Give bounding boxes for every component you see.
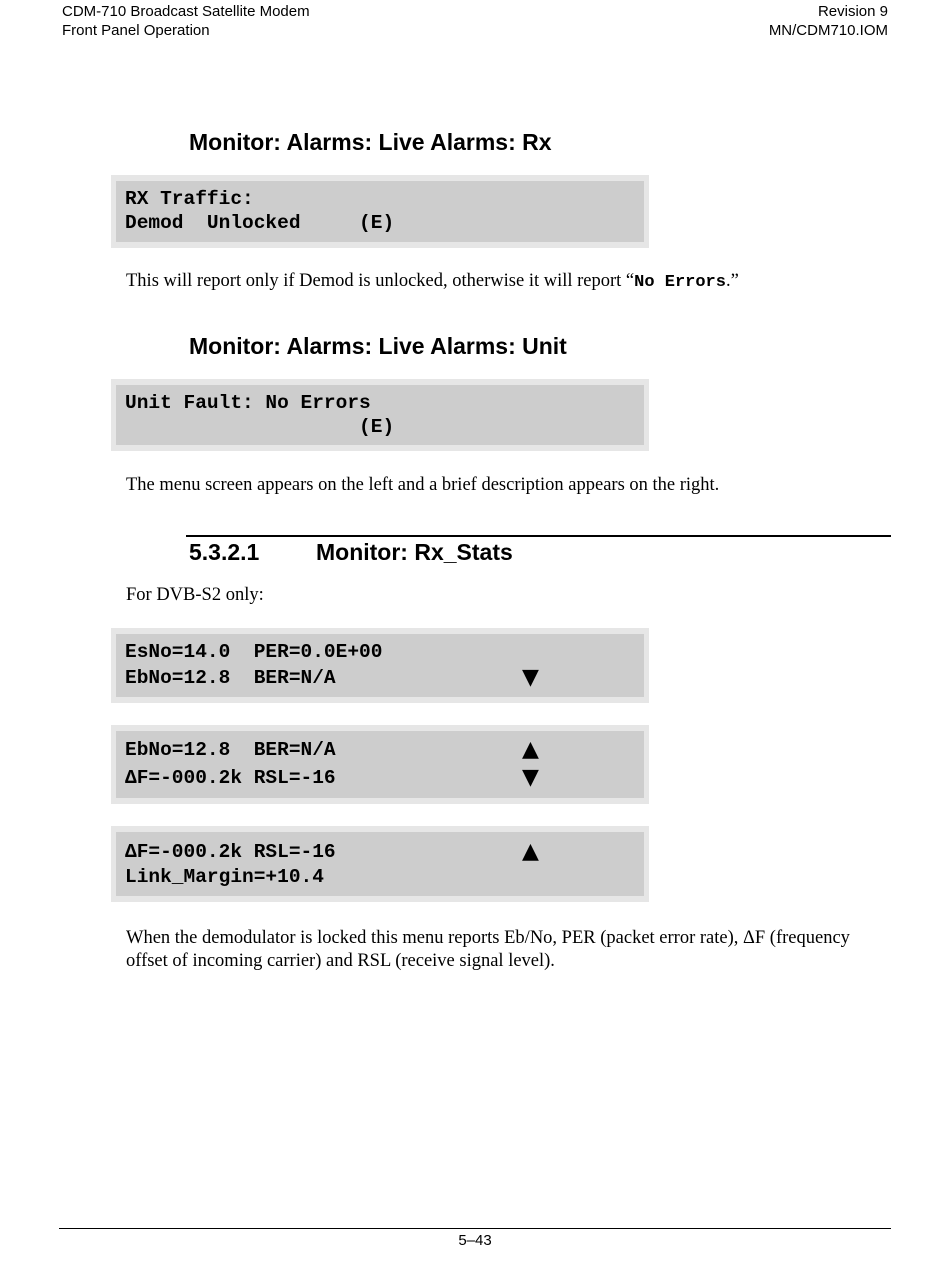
unit-alarms-heading: Monitor: Alarms: Live Alarms: Unit bbox=[189, 333, 567, 359]
lcd-line-2: (E) bbox=[125, 416, 395, 438]
lcd-line-1: Unit Fault: No Errors bbox=[125, 392, 371, 414]
scroll-up-arrow-icon: ▲ bbox=[522, 839, 539, 864]
unit-alarms-description: The menu screen appears on the left and a brief description appears on the right. bbox=[126, 475, 720, 495]
lcd-line-1: ΔF=-000.2k RSL=-16 bbox=[125, 841, 336, 863]
scroll-up-arrow-icon: ▲ bbox=[522, 737, 539, 762]
rx-alarms-lcd-panel bbox=[111, 175, 649, 248]
rx-stats-lcd-panel-2 bbox=[111, 725, 649, 804]
rx-stats-lcd-panel-3 bbox=[111, 826, 649, 902]
lcd-display bbox=[116, 181, 644, 242]
lcd-display bbox=[116, 385, 644, 445]
rx-stats-lcd-panel-1 bbox=[111, 628, 649, 703]
revision-label: Revision 9 bbox=[817, 3, 888, 20]
running-header-left bbox=[62, 2, 310, 40]
lcd-line-2: Link_Margin=+10.4 bbox=[125, 866, 324, 888]
lcd-line-1: RX Traffic: bbox=[125, 188, 254, 210]
section-intro: For DVB-S2 only: bbox=[126, 585, 264, 605]
rx-alarms-heading: Monitor: Alarms: Live Alarms: Rx bbox=[189, 129, 552, 155]
unit-alarms-lcd-panel bbox=[111, 379, 649, 451]
rx-alarms-description: This will report only if Demod is unlocked, otherwise it will report “No Errors.” bbox=[126, 271, 739, 292]
page-number: 5–43 bbox=[458, 1232, 492, 1249]
section-rule bbox=[186, 535, 891, 537]
document-title: CDM-710 Broadcast Satellite Modem bbox=[62, 3, 310, 20]
lcd-line-1: EbNo=12.8 BER=N/A bbox=[125, 739, 336, 761]
lcd-display bbox=[116, 634, 644, 697]
scroll-down-arrow-icon: ▼ bbox=[522, 665, 539, 690]
lcd-display bbox=[116, 731, 644, 798]
chapter-title: Front Panel Operation bbox=[62, 22, 210, 39]
footer-rule bbox=[59, 1228, 891, 1229]
section-title: Monitor: Rx_Stats bbox=[316, 539, 513, 565]
lcd-line-2: ΔF=-000.2k RSL=-16 bbox=[125, 767, 336, 789]
rx-stats-description: When the demodulator is locked this menu reports Eb/No, PER (packet error rate), ΔF (frequency offset of incoming carrier) and RSL (receive signal level). bbox=[126, 928, 850, 971]
no-errors-code: No Errors bbox=[634, 273, 726, 292]
manual-number: MN/CDM710.IOM bbox=[768, 22, 888, 39]
scroll-down-arrow-icon: ▼ bbox=[522, 765, 539, 790]
running-header-right bbox=[769, 2, 888, 40]
lcd-line-2: EbNo=12.8 BER=N/A bbox=[125, 667, 336, 689]
section-number: 5.3.2.1 bbox=[189, 539, 260, 565]
lcd-line-1: EsNo=14.0 PER=0.0E+00 bbox=[125, 641, 383, 663]
lcd-display bbox=[116, 832, 644, 896]
lcd-line-2: Demod Unlocked (E) bbox=[125, 212, 395, 234]
